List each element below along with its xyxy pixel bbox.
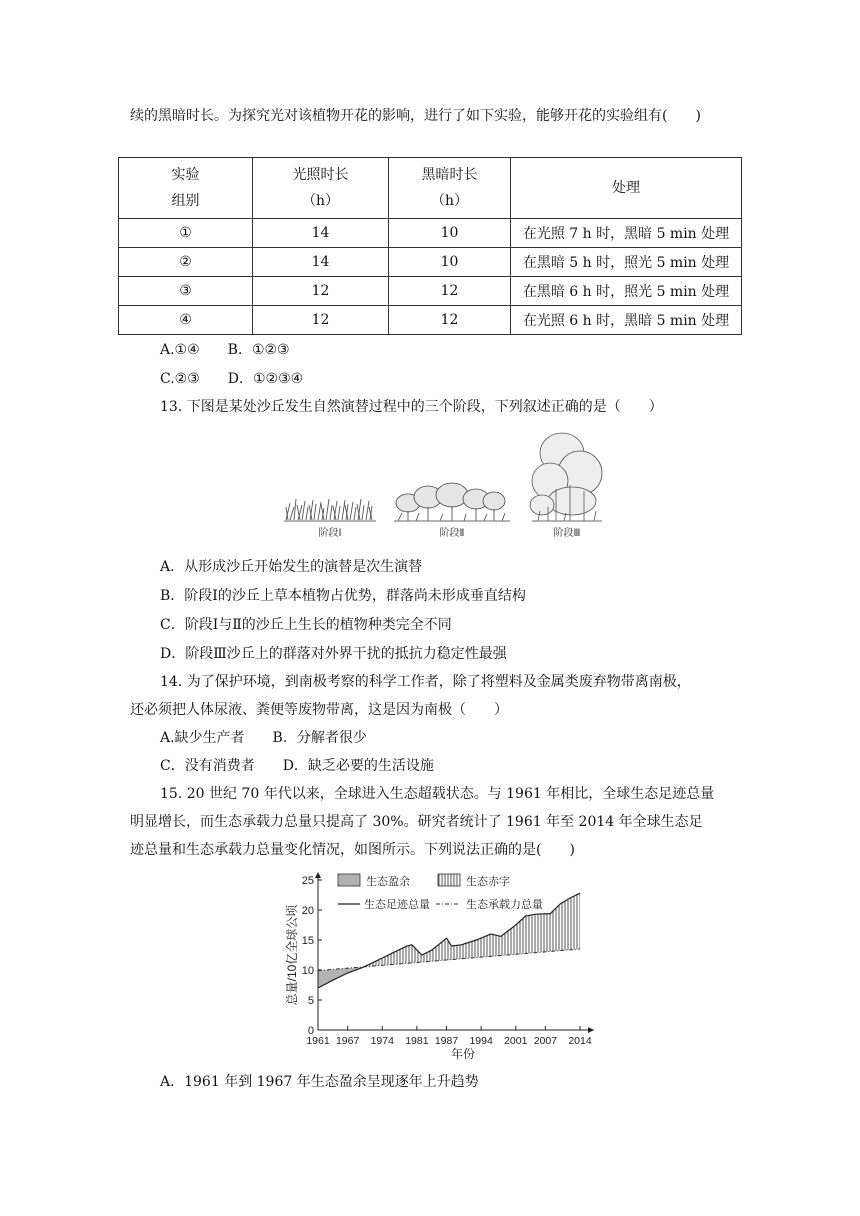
header-group: [119, 158, 253, 219]
legend-swatch-surplus: [338, 874, 360, 886]
legend-label: 生态足迹总量: [364, 899, 430, 911]
table-cell: 在黑暗 6 h 时，照光 5 min 处理: [511, 277, 742, 306]
y-axis-label: 总量/10亿全球公顷: [285, 904, 299, 1006]
header-text: （h）: [430, 193, 469, 209]
table-cell: 在光照 7 h 时，黑暗 5 min 处理: [511, 219, 742, 248]
table-row: [119, 248, 742, 277]
y-tick-label: 0: [307, 1025, 314, 1037]
x-tick-label: 2014: [568, 1035, 592, 1047]
x-tick-label: 2001: [504, 1035, 528, 1047]
header-text: （h）: [301, 193, 340, 209]
stage-label: 阶段Ⅱ: [439, 528, 465, 539]
x-tick-label: 1967: [335, 1035, 360, 1047]
stage-3-forest-illustration: [530, 433, 602, 521]
y-axis-arrow: [315, 872, 321, 878]
header-treatment: [511, 158, 742, 219]
table-cell: 12: [389, 306, 511, 335]
header-text: 实验: [171, 167, 200, 183]
q15-stem-line1: 15. 20 世纪 70 年代以来，全球进入生态超载状态。与 1961 年相比，全球生态足迹总量: [160, 786, 715, 802]
y-tick-label: 25: [301, 875, 314, 887]
experiment-table: [118, 157, 742, 335]
x-tick-label: 1994: [469, 1035, 493, 1047]
stage-label: 阶段Ⅲ: [553, 528, 581, 539]
q13-stem: 13. 下图是某处沙丘发生自然演替过程中的三个阶段，下列叙述正确的是（ ）: [160, 399, 663, 415]
q14-stem-line1: 14. 为了保护环境，到南极考察的科学工作者，除了将塑料及金属类废弃物带离南极，: [160, 674, 691, 690]
q14-options-line2: C．没有消费者 D．缺乏必要的生活设施: [160, 758, 434, 774]
ecological-footprint-chart: [282, 868, 612, 1066]
q14-options-line1: A.缺少生产者 B．分解者很少: [160, 730, 367, 746]
stage-2-shrub-illustration: [394, 483, 510, 521]
x-axis-arrow: [588, 1027, 594, 1033]
table-cell: 10: [389, 248, 511, 277]
x-tick-label: 1961: [306, 1035, 330, 1047]
header-text: 组别: [171, 193, 200, 209]
header-dark: [389, 158, 511, 219]
q13-option-a: A．从形成沙丘开始发生的演替是次生演替: [160, 559, 423, 575]
table-cell: 在光照 6 h 时，黑暗 5 min 处理: [511, 306, 742, 335]
table-cell: ③: [119, 277, 253, 306]
y-tick-label: 10: [301, 965, 314, 977]
table-cell: 10: [389, 219, 511, 248]
table-cell: 在黑暗 5 h 时，照光 5 min 处理: [511, 248, 742, 277]
legend-label: 生态赤字: [466, 876, 510, 888]
q14-stem-line2: 还必须把人体尿液、粪便等废物带离，这是因为南极（ ）: [130, 702, 508, 718]
table-cell: 14: [253, 219, 389, 248]
table-cell: 12: [389, 277, 511, 306]
stage-1-grass-illustration: [284, 499, 376, 521]
table-row: [119, 306, 742, 335]
legend-label: 生态承载力总量: [466, 899, 543, 911]
table-cell: 14: [253, 248, 389, 277]
succession-stages-figure: [280, 425, 610, 545]
table-cell: ②: [119, 248, 253, 277]
y-tick-label: 15: [301, 935, 314, 947]
table-cell: ①: [119, 219, 253, 248]
table-cell: 12: [253, 277, 389, 306]
q13-option-d: D．阶段Ⅲ沙丘上的群落对外界干扰的抵抗力稳定性最强: [160, 646, 507, 662]
y-tick-label: 20: [301, 905, 314, 917]
header-text: 光照时长: [292, 167, 349, 183]
header-text: 处理: [612, 180, 640, 196]
table-header-row: [119, 158, 742, 219]
intro-line: 续的黑暗时长。为探究光对该植物开花的影响，进行了如下实验，能够开花的实验组有( ): [130, 108, 701, 124]
header-text: 黑暗时长: [421, 167, 478, 183]
q15-stem-line2: 明显增长，而生态承载力总量只提高了 30%。研究者统计了 1961 年至 2014 年全球生态足: [130, 814, 703, 830]
x-tick-label: 1974: [370, 1035, 394, 1047]
stage-label: 阶段Ⅰ: [318, 528, 342, 539]
x-axis-label: 年份: [450, 1047, 476, 1061]
x-tick-label: 1987: [434, 1035, 459, 1047]
q15-stem-line3: 迹总量和生态承载力总量变化情况，如图所示。下列说法正确的是( ): [130, 842, 575, 858]
q12-options-line1: A.①④ B．①②③: [160, 342, 290, 358]
q13-option-b: B．阶段Ⅰ的沙丘上草本植物占优势，群落尚未形成垂直结构: [160, 588, 526, 604]
legend-label: 生态盈余: [366, 876, 410, 888]
y-tick-label: 5: [307, 995, 314, 1007]
table-row: [119, 219, 742, 248]
table-cell: ④: [119, 306, 253, 335]
table-row: [119, 277, 742, 306]
chart-svg: [282, 868, 612, 1066]
legend-swatch-deficit: [438, 874, 460, 886]
q13-option-c: C．阶段Ⅰ与Ⅱ的沙丘上生长的植物种类完全不同: [160, 617, 452, 633]
x-tick-label: 2007: [533, 1035, 558, 1047]
q15-option-a: A．1961 年到 1967 年生态盈余呈现逐年上升趋势: [160, 1074, 479, 1090]
q12-options-line2: C.②③ D．①②③④: [160, 371, 304, 387]
x-tick-label: 1981: [405, 1035, 429, 1047]
header-light: [253, 158, 389, 219]
table-cell: 12: [253, 306, 389, 335]
